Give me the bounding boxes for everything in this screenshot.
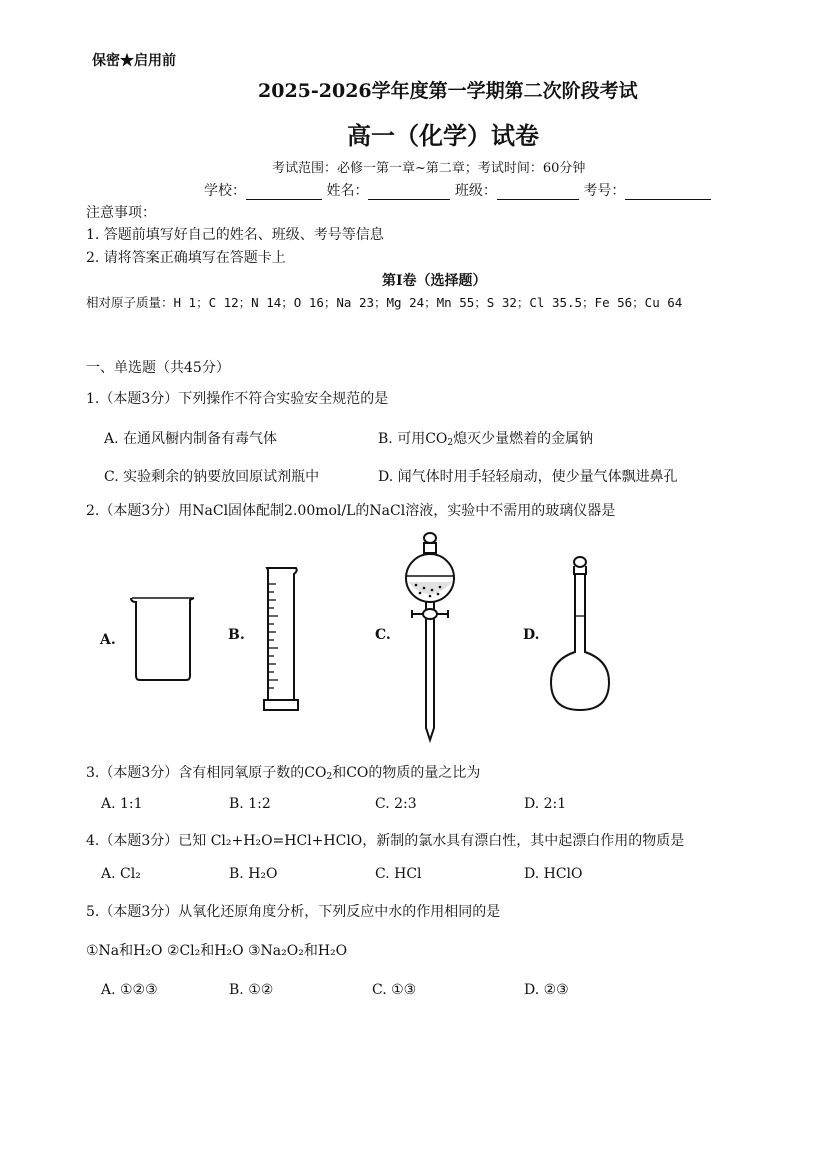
note-item-2: 2. 请将答案正确填写在答题卡上	[86, 250, 286, 266]
q4-option-d[interactable]: D. HClO	[524, 866, 583, 882]
q4-option-a[interactable]: A. Cl₂	[101, 866, 141, 882]
q2-option-d[interactable]: D.	[523, 627, 540, 643]
q2-stem: 2.（本题3分）用NaCl固体配制2.00mol/L的NaCl溶液，实验中不需用的玻璃仪器是	[86, 503, 616, 519]
number-blank[interactable]	[625, 185, 711, 200]
q3-stem-pre: 3.（本题3分）含有相同氧原子数的CO	[86, 765, 327, 781]
q1-b-sub: 2	[447, 438, 454, 448]
number-label: 考号：	[583, 183, 626, 199]
q3-stem	[86, 762, 480, 782]
q5-reactions: ①Na和H₂O ②Cl₂和H₂O ③Na₂O₂和H₂O	[86, 943, 348, 959]
q2-option-c[interactable]: C.	[375, 627, 391, 643]
part-title: 一、单选题（共45分）	[86, 360, 230, 376]
q3-option-b[interactable]: B. 1:2	[229, 796, 271, 812]
student-info-row	[204, 180, 711, 200]
q1-option-b[interactable]	[378, 428, 593, 448]
atomic-masses: 相对原子质量：H 1；C 12；N 14；O 16；Na 23；Mg 24；Mn 55；S 32；Cl 35.5；Fe 56；Cu 64	[86, 295, 683, 310]
name-blank[interactable]	[368, 185, 450, 200]
q2-option-a[interactable]: A.	[100, 632, 116, 648]
beaker-icon	[128, 592, 198, 684]
class-label: 班级：	[454, 183, 497, 199]
school-blank[interactable]	[246, 185, 322, 200]
separatory-funnel-icon	[400, 530, 460, 742]
exam-title: 2025-2026学年度第一学期第二次阶段考试	[258, 80, 638, 102]
q5-stem: 5.（本题3分）从氧化还原角度分析，下列反应中水的作用相同的是	[86, 904, 501, 920]
class-blank[interactable]	[497, 185, 579, 200]
q3-option-d[interactable]: D. 2:1	[524, 796, 567, 812]
q1-b-post: 熄灭少量燃着的金属钠	[453, 431, 594, 447]
q1-option-a[interactable]: A. 在通风橱内制备有毒气体	[104, 431, 278, 447]
q4-stem: 4.（本题3分）已知 Cl₂+H₂O=HCl+HClO，新制的氯水具有漂白性，其中起漂白作用的物质是	[86, 833, 685, 849]
q1-b-pre: B. 可用CO	[378, 431, 448, 447]
q3-stem-sub: 2	[326, 772, 333, 782]
name-label: 姓名：	[326, 183, 369, 199]
q2-option-b[interactable]: B.	[228, 627, 245, 643]
volumetric-flask-icon	[548, 556, 612, 714]
graduated-cylinder-icon	[262, 564, 302, 714]
school-label: 学校：	[204, 183, 246, 199]
notes-title: 注意事项：	[86, 205, 156, 221]
subject-title: 高一（化学）试卷	[347, 121, 539, 150]
q3-option-c[interactable]: C. 2:3	[375, 796, 417, 812]
section-title: 第I卷（选择题）	[382, 273, 487, 289]
q3-option-a[interactable]: A. 1:1	[101, 796, 143, 812]
note-item-1: 1. 答题前填写好自己的姓名、班级、考号等信息	[86, 227, 384, 243]
q1-option-d[interactable]: D. 闻气体时用手轻轻扇动，使少量气体飘进鼻孔	[378, 469, 678, 485]
q3-stem-post: 和CO的物质的量之比为	[332, 765, 481, 781]
confidential-mark: 保密★启用前	[92, 53, 176, 69]
q5-option-a[interactable]: A. ①②③	[101, 982, 158, 998]
q4-option-b[interactable]: B. H₂O	[229, 866, 278, 882]
q5-option-b[interactable]: B. ①②	[229, 982, 274, 998]
q5-option-d[interactable]: D. ②③	[524, 982, 569, 998]
exam-scope: 考试范围：必修一第一章~第二章；考试时间：60分钟	[272, 161, 586, 176]
q1-option-c[interactable]: C. 实验剩余的钠要放回原试剂瓶中	[104, 469, 320, 485]
q1-stem: 1.（本题3分）下列操作不符合实验安全规范的是	[86, 391, 389, 407]
q4-option-c[interactable]: C. HCl	[375, 866, 422, 882]
q5-option-c[interactable]: C. ①③	[372, 982, 417, 998]
